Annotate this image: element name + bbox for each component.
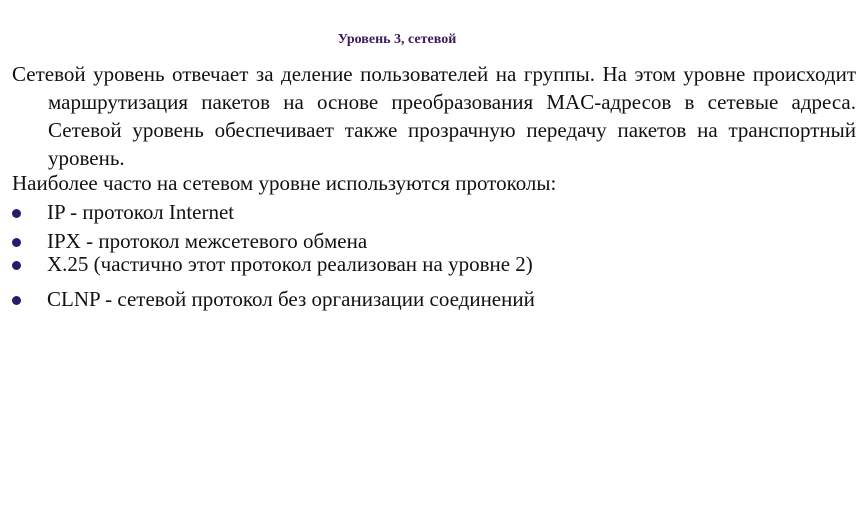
intro-paragraph: Сетевой уровень отвечает за деление пользователей на группы. На этом уровне происходит маршрутизация пакетов на основе преобразования MAC-адресов в сетевые адреса. Сетевой уровень обеспечивает также прозрачную передачу пакетов на транспортный уровень. [12,62,856,170]
bullet-text: IPX - протокол межсетевого обмена [47,229,368,253]
bullet-text: CLNP - сетевой протокол без организации соединений [47,287,535,311]
bullet-text: X.25 (частично этот протокол реализован на уровне 2) [47,252,533,276]
slide-title: Уровень 3, сетевой [337,32,457,47]
bullet-dot-icon [12,209,21,218]
bullet-dot-icon [12,261,21,270]
bullet-text: IP - протокол Internet [47,200,235,224]
protocols-lead: Наиболее часто на сетевом уровне используются протоколы: [12,171,557,195]
bullet-dot-icon [12,238,21,247]
bullet-dot-icon [12,296,21,305]
